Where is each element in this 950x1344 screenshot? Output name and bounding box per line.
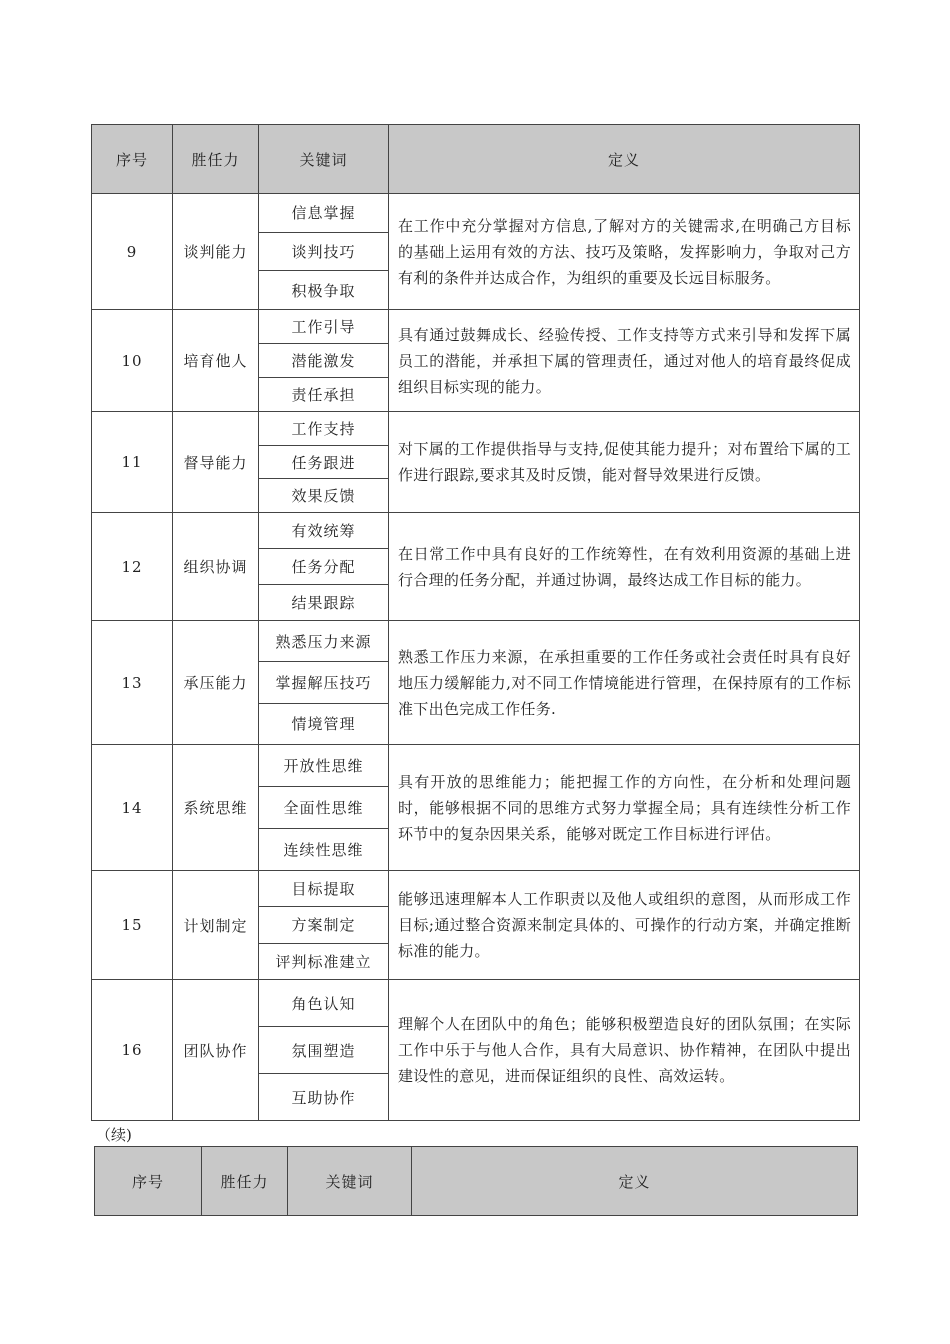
header-competency: 胜任力 bbox=[173, 125, 259, 194]
table-row bbox=[92, 980, 860, 1121]
definition-text: 理解个人在团队中的角色；能够积极塑造良好的团队氛围；在实际工作中乐于与他人合作，具有大局意识、协作精神，在团队中提出建设性的意见，进而保证组织的良性、高效运转。 bbox=[389, 980, 860, 1121]
competency-name: 计划制定 bbox=[173, 871, 259, 980]
keyword-list bbox=[259, 194, 388, 309]
table-row bbox=[92, 194, 860, 310]
keywords-cell bbox=[259, 745, 389, 871]
header-no: 序号 bbox=[92, 125, 173, 194]
definition-text: 在工作中充分掌握对方信息,了解对方的关键需求,在明确己方目标的基础上运用有效的方法、技巧及策略，发挥影响力，争取对己方有利的条件并达成合作，为组织的重要及长远目标服务。 bbox=[389, 194, 860, 310]
competency-name: 督导能力 bbox=[173, 412, 259, 513]
keywords-cell bbox=[259, 412, 389, 513]
keyword-item: 信息掌握 bbox=[259, 194, 388, 233]
keyword-item: 工作引导 bbox=[259, 310, 388, 344]
keyword-list bbox=[259, 980, 388, 1120]
keyword-item: 熟悉压力来源 bbox=[259, 621, 388, 662]
table-body bbox=[92, 194, 860, 1121]
keyword-item: 谈判技巧 bbox=[259, 233, 388, 272]
definition-text: 熟悉工作压力来源，在承担重要的工作任务或社会责任时具有良好地压力缓解能力,对不同工作情境能进行管理，在保持原有的工作标准下出色完成工作任务. bbox=[389, 621, 860, 745]
row-number: 16 bbox=[92, 980, 173, 1121]
keyword-item: 目标提取 bbox=[259, 871, 388, 907]
keywords-cell bbox=[259, 310, 389, 412]
keyword-item: 结果跟踪 bbox=[291, 594, 356, 612]
keyword-item: 开放性思维 bbox=[259, 745, 388, 787]
keyword-list bbox=[259, 513, 388, 620]
continued-header-competency: 胜任力 bbox=[202, 1147, 288, 1216]
row-number: 14 bbox=[92, 745, 173, 871]
keyword-item: 积极争取 bbox=[291, 281, 356, 300]
table-header-row bbox=[92, 125, 860, 194]
competency-name: 承压能力 bbox=[173, 621, 259, 745]
keyword-item: 情境管理 bbox=[291, 715, 356, 734]
header-definition: 定义 bbox=[389, 125, 860, 194]
keyword-item: 工作支持 bbox=[259, 412, 388, 446]
keyword-item: 任务分配 bbox=[259, 549, 388, 585]
competency-name: 系统思维 bbox=[173, 745, 259, 871]
table-row bbox=[92, 412, 860, 513]
keyword-item: 氛围塑造 bbox=[259, 1027, 388, 1074]
definition-text: 具有开放的思维能力；能把握工作的方向性，在分析和处理问题时，能够根据不同的思维方式努力掌握全局；具有连续性分析工作环节中的复杂因果关系，能够对既定工作目标进行评估。 bbox=[389, 745, 860, 871]
row-number: 11 bbox=[92, 412, 173, 513]
keywords-cell bbox=[259, 871, 389, 980]
keywords-cell bbox=[259, 513, 389, 621]
competency-name: 团队协作 bbox=[173, 980, 259, 1121]
keyword-item: 责任承担 bbox=[291, 386, 356, 404]
keyword-item: 有效统筹 bbox=[259, 513, 388, 549]
definition-text: 具有通过鼓舞成长、经验传授、工作支持等方式来引导和发挥下属员工的潜能，并承担下属的管理责任，通过对他人的培育最终促成组织目标实现的能力。 bbox=[389, 310, 860, 412]
keyword-item: 任务跟进 bbox=[259, 446, 388, 480]
header-keywords: 关键词 bbox=[259, 125, 389, 194]
keywords-cell bbox=[259, 980, 389, 1121]
row-number: 9 bbox=[92, 194, 173, 310]
row-number: 10 bbox=[92, 310, 173, 412]
keyword-list bbox=[259, 310, 388, 411]
keyword-item: 角色认知 bbox=[259, 980, 388, 1027]
definition-text: 在日常工作中具有良好的工作统筹性，在有效利用资源的基础上进行合理的任务分配，并通过协调，最终达成工作目标的能力。 bbox=[389, 513, 860, 621]
keyword-list bbox=[259, 621, 388, 744]
keyword-item: 潜能激发 bbox=[259, 344, 388, 378]
keyword-item: 全面性思维 bbox=[259, 787, 388, 829]
table-row bbox=[92, 621, 860, 745]
competency-name: 培育他人 bbox=[173, 310, 259, 412]
row-number: 13 bbox=[92, 621, 173, 745]
competency-name: 组织协调 bbox=[173, 513, 259, 621]
keyword-list bbox=[259, 871, 388, 979]
table-row bbox=[92, 745, 860, 871]
continued-header-no: 序号 bbox=[95, 1147, 202, 1216]
continued-header-definition: 定义 bbox=[412, 1147, 858, 1216]
definition-text: 对下属的工作提供指导与支持,促使其能力提升；对布置给下属的工作进行跟踪,要求其及时反馈，能对督导效果进行反馈。 bbox=[389, 412, 860, 513]
keywords-cell bbox=[259, 194, 389, 310]
row-number: 12 bbox=[92, 513, 173, 621]
keyword-item: 连续性思维 bbox=[283, 841, 364, 859]
keywords-cell bbox=[259, 621, 389, 745]
continued-header-row bbox=[95, 1147, 858, 1216]
keyword-list bbox=[259, 412, 388, 512]
keyword-item: 互助协作 bbox=[291, 1088, 356, 1107]
keyword-item: 效果反馈 bbox=[291, 487, 356, 506]
keyword-item: 方案制定 bbox=[259, 907, 388, 943]
continued-label: （续) bbox=[96, 1126, 132, 1144]
competency-name: 谈判能力 bbox=[173, 194, 259, 310]
table-row bbox=[92, 310, 860, 412]
row-number: 15 bbox=[92, 871, 173, 980]
table-row bbox=[92, 871, 860, 980]
table-row bbox=[92, 513, 860, 621]
keyword-item: 评判标准建立 bbox=[275, 952, 372, 971]
continued-header-keywords: 关键词 bbox=[288, 1147, 412, 1216]
keyword-list bbox=[259, 745, 388, 870]
continued-table bbox=[94, 1146, 858, 1216]
definition-text: 能够迅速理解本人工作职责以及他人或组织的意图，从而形成工作目标;通过整合资源来制定具体的、可操作的行动方案，并确定推断标准的能力。 bbox=[389, 871, 860, 980]
keyword-item: 掌握解压技巧 bbox=[259, 662, 388, 703]
competency-table bbox=[91, 124, 860, 1121]
